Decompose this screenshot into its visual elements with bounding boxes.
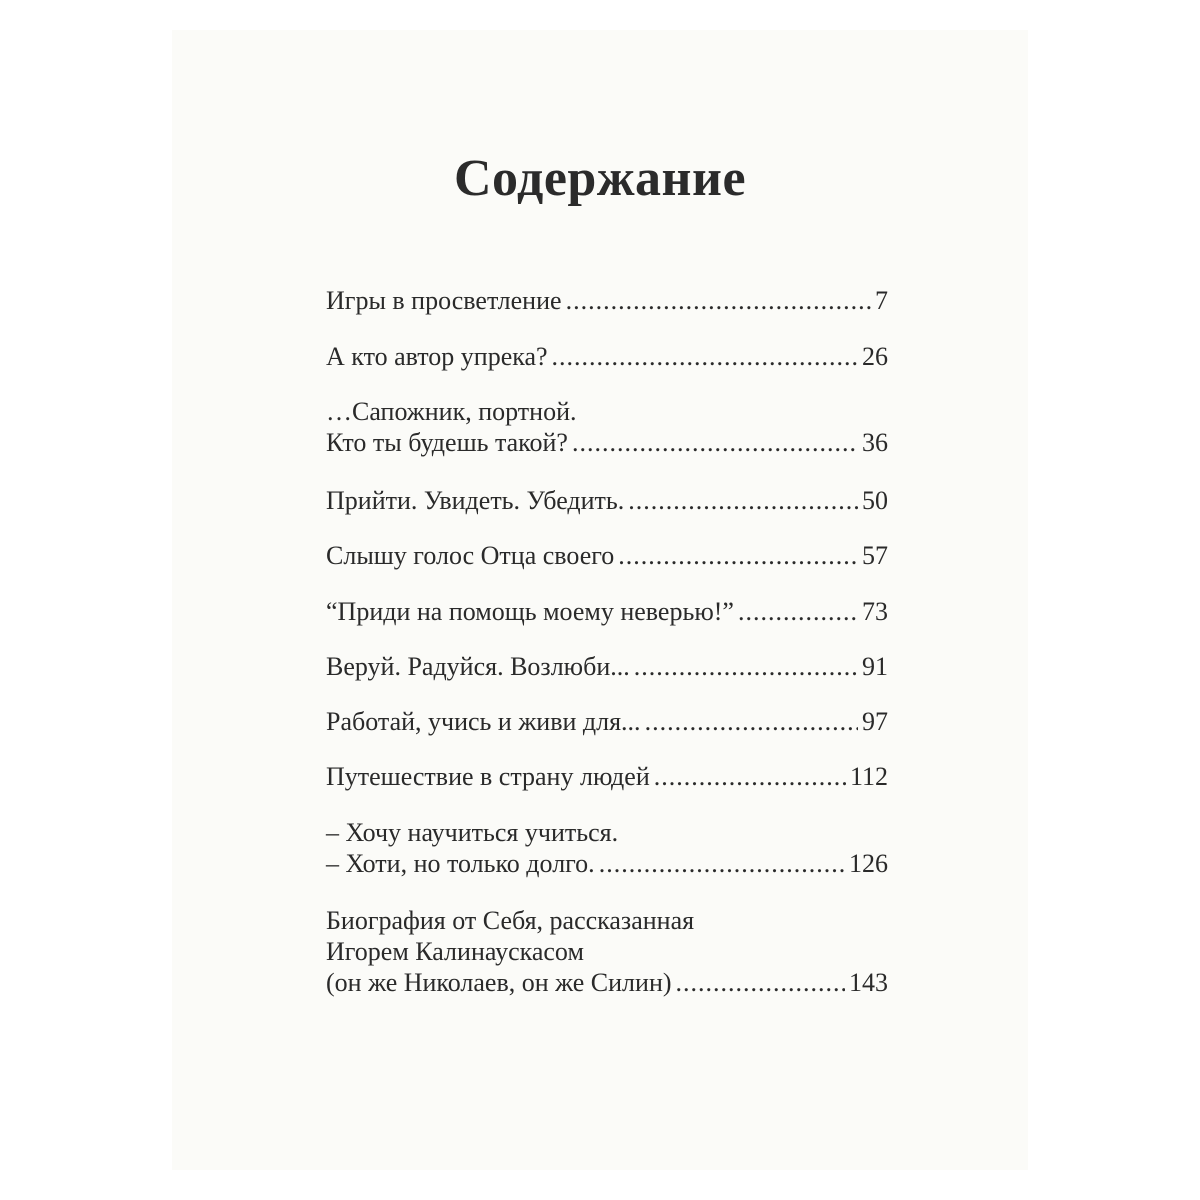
toc-entry [326, 596, 888, 627]
toc-leader-dots [738, 596, 858, 627]
toc-entry-title: “Приди на помощь моему неверью!” [326, 597, 734, 626]
toc-page-number: 97 [862, 707, 888, 736]
toc-entry [326, 905, 888, 998]
toc-leader-dots [628, 485, 858, 516]
toc-leader-dots [654, 761, 846, 792]
toc-entry [326, 706, 888, 737]
toc-leader-dots [599, 848, 845, 879]
toc-leader-dots [676, 967, 845, 998]
toc-entry [326, 761, 888, 792]
toc-entry-title: Игры в просветление [326, 286, 562, 315]
toc-page-number: 143 [849, 968, 888, 997]
toc-entry-title: Биография от Себя, рассказанная [326, 906, 695, 935]
toc-leader-dots [618, 540, 858, 571]
toc-page-number: 50 [862, 486, 888, 515]
toc-leader-dots [566, 285, 871, 316]
toc-entry [326, 285, 888, 316]
toc-page-number: 112 [849, 762, 888, 791]
toc-page-number: 57 [862, 541, 888, 570]
toc-page-number: 26 [862, 342, 888, 371]
toc-entry-title: Путешествие в страну людей [326, 762, 650, 791]
toc-entry-title: Прийти. Увидеть. Убедить. [326, 486, 625, 515]
toc-leader-dots [634, 651, 858, 682]
toc-entry-title: Слышу голос Отца своего [326, 541, 615, 570]
toc-entry [326, 540, 888, 571]
toc-page-number: 91 [862, 652, 888, 681]
toc-page-number: 73 [862, 597, 888, 626]
toc-entry [326, 817, 888, 879]
toc-page-number: 126 [849, 849, 888, 878]
toc-entry [326, 651, 888, 682]
toc-entry-title: А кто автор упрека? [326, 342, 548, 371]
toc-entry [326, 485, 888, 516]
toc-leader-dots [572, 427, 858, 458]
page-title: Содержание [453, 149, 747, 207]
toc-entry-title: Игорем Калинаускасом [326, 937, 584, 966]
toc-entry [326, 396, 888, 458]
toc-entry-title: Веруй. Радуйся. Возлюби... [326, 652, 630, 681]
toc-entry-title: …Сапожник, портной. [326, 397, 577, 426]
toc-entry-title: Кто ты будешь такой? [326, 428, 568, 457]
toc-leader-dots [552, 341, 858, 372]
toc-page-number: 7 [875, 286, 888, 315]
toc-entry-title: (он же Николаев, он же Силин) [326, 968, 672, 997]
toc-page-number: 36 [862, 428, 888, 457]
toc-leader-dots [645, 706, 858, 737]
toc-entry-title: – Хочу научиться учиться. [326, 818, 619, 847]
toc-entry-title: – Хоти, но только долго. [326, 849, 595, 878]
toc-entry-title: Работай, учись и живи для... [326, 707, 641, 736]
toc-entry [326, 341, 888, 372]
